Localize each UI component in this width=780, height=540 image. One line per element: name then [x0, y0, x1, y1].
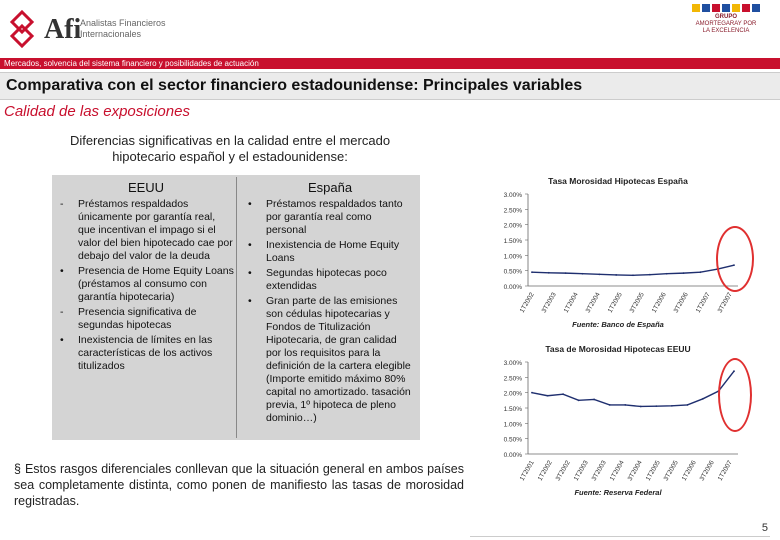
y-tick-label: 3.00%	[503, 360, 522, 367]
data-point	[666, 273, 668, 275]
usa-highlight-oval	[718, 358, 752, 432]
grupo-squares-icon	[686, 4, 766, 12]
data-point	[686, 404, 688, 406]
data-point	[562, 393, 564, 395]
data-point	[624, 404, 626, 406]
data-point	[671, 405, 673, 407]
x-tick-label: 3T2005	[662, 459, 680, 483]
data-point	[615, 274, 617, 276]
x-tick-label: 1T2006	[680, 459, 698, 483]
x-tick-label: 3T2003	[540, 291, 558, 315]
x-tick-label: 3T2006	[672, 291, 690, 315]
x-tick-label: 1T2002	[518, 291, 536, 315]
page-subtitle: Calidad de las exposiciones	[4, 103, 190, 120]
data-point	[655, 405, 657, 407]
x-tick-label: 1T2004	[608, 459, 626, 483]
logo-subtitle: Analistas Financieros Internacionales	[80, 18, 166, 39]
chart-title: Tasa Morosidad Hipotecas España	[548, 176, 688, 186]
y-tick-label: 2.50%	[503, 375, 522, 383]
data-point	[640, 406, 642, 408]
data-point	[593, 399, 595, 401]
espana-list	[246, 198, 414, 425]
y-tick-label: 0.00%	[503, 284, 522, 291]
data-point	[531, 392, 533, 394]
spain-chart-svg	[488, 172, 748, 332]
list-item: • Inexistencia de Home Equity Loans	[248, 239, 400, 264]
x-tick-label: 3T2004	[626, 459, 644, 483]
x-tick-label: 3T2005	[628, 291, 646, 315]
x-tick-label: 3T2007	[716, 291, 734, 315]
series-line	[532, 265, 734, 275]
intro-text: Diferencias significativas en la calidad entre el mercado hipotecario español y el estadounidense:	[69, 133, 391, 164]
logo-text: Afi	[44, 14, 82, 45]
data-point	[683, 272, 685, 274]
x-tick-label: 3T2003	[590, 459, 608, 483]
list-item: • Inexistencia de límites en las características de los activos titulizados	[60, 334, 213, 372]
y-tick-label: 2.50%	[503, 207, 522, 215]
list-item: • Préstamos respaldados tanto por garantía real como personal	[248, 198, 403, 236]
data-point	[548, 272, 550, 274]
list-item: • Segundas hipotecas poco extendidas	[248, 267, 387, 292]
data-point	[632, 274, 634, 276]
x-tick-label: 1T2007	[694, 291, 712, 315]
grupo-title: GRUPO	[714, 14, 737, 20]
data-point	[565, 272, 567, 274]
x-tick-label: 1T2007	[716, 459, 734, 483]
page-number: 5	[761, 522, 768, 534]
grupo-line1: AMORTEGARAY POR	[695, 21, 757, 27]
data-point	[547, 395, 549, 397]
x-tick-label: 1T2005	[644, 459, 662, 483]
y-tick-label: 1.00%	[503, 253, 522, 261]
eeuu-list	[58, 198, 234, 373]
footnote-text: Estos rasgos diferenciales conllevan que la situación general en ambos países sea completamente distinta, como ponen de manifiesto las tasas de morosidad registradas.	[14, 462, 464, 508]
y-tick-label: 1.00%	[503, 421, 522, 429]
eeuu-title: EEUU	[127, 180, 165, 195]
afi-logo-icon	[6, 8, 38, 50]
usa-chart-svg	[488, 340, 748, 500]
usa-delinquency-chart	[488, 340, 748, 500]
column-divider	[236, 177, 237, 438]
x-tick-label: 1T2004	[562, 291, 580, 315]
y-tick-label: 0.50%	[503, 436, 522, 444]
x-tick-label: 3T2006	[698, 459, 716, 483]
spain-highlight-oval	[716, 226, 754, 292]
x-tick-label: 3T2004	[584, 291, 602, 315]
list-item: • Presencia de Home Equity Loans (préstamos al consumo con garantía hipotecaria)	[60, 265, 234, 303]
x-tick-label: 3T2002	[554, 459, 572, 483]
y-tick-label: 2.00%	[503, 390, 522, 398]
list-item: - Presencia significativa de segundas hipotecas	[60, 306, 197, 331]
data-point	[598, 273, 600, 275]
list-item: • Gran parte de las emisiones son cédulas hipotecarias y Fondos de Titulización Hipotecaria, de gran calidad por los requisitos para la definición de la cartera elegible (Importe emitido máximo 80% capital no amortizado. tasación previa, 1º hipoteca de pleno dominio…)	[248, 295, 411, 424]
chart-source: Fuente: Reserva Federal	[574, 488, 662, 497]
espana-title: España	[307, 180, 353, 195]
x-tick-label: 1T2002	[536, 459, 554, 483]
data-point	[649, 274, 651, 276]
footnote-marker: §	[14, 462, 21, 476]
series-line	[532, 371, 734, 406]
grupo-line2: LA EXCELENCIA	[702, 28, 750, 34]
x-tick-label: 1T2003	[572, 459, 590, 483]
y-tick-label: 0.00%	[503, 452, 522, 459]
list-item: - Préstamos respaldados únicamente por garantía real, que incentivan el impago si el valor del bien hipotecado cae por debajo del valor de la deuda	[60, 198, 233, 262]
y-tick-label: 1.50%	[503, 406, 522, 413]
footnote	[14, 461, 464, 509]
comparison-panel	[52, 175, 420, 440]
chart-title: Tasa de Morosidad Hipotecas EEUU	[545, 344, 691, 354]
spain-delinquency-chart	[488, 172, 748, 332]
data-point	[582, 273, 584, 275]
page-title: Comparativa con el sector financiero estadounidense: Principales variables	[0, 72, 780, 100]
page-divider	[470, 536, 770, 537]
y-tick-label: 0.50%	[503, 268, 522, 276]
y-tick-label: 3.00%	[503, 192, 522, 199]
data-point	[699, 271, 701, 273]
espana-column	[246, 175, 414, 427]
x-tick-label: 1T2006	[650, 291, 668, 315]
grupo-logo	[686, 4, 766, 35]
y-tick-label: 1.50%	[503, 238, 522, 245]
data-point	[531, 271, 533, 273]
x-tick-label: 1T2005	[606, 291, 624, 315]
section-label: Mercados, solvencia del sistema financiero y posibilidades de actuación	[0, 58, 780, 69]
data-point	[578, 399, 580, 401]
x-tick-label: 1T2001	[518, 459, 536, 483]
eeuu-column	[58, 175, 234, 375]
chart-source: Fuente: Banco de España	[572, 320, 664, 329]
y-tick-label: 2.00%	[503, 222, 522, 230]
data-point	[609, 404, 611, 406]
data-point	[702, 398, 704, 400]
